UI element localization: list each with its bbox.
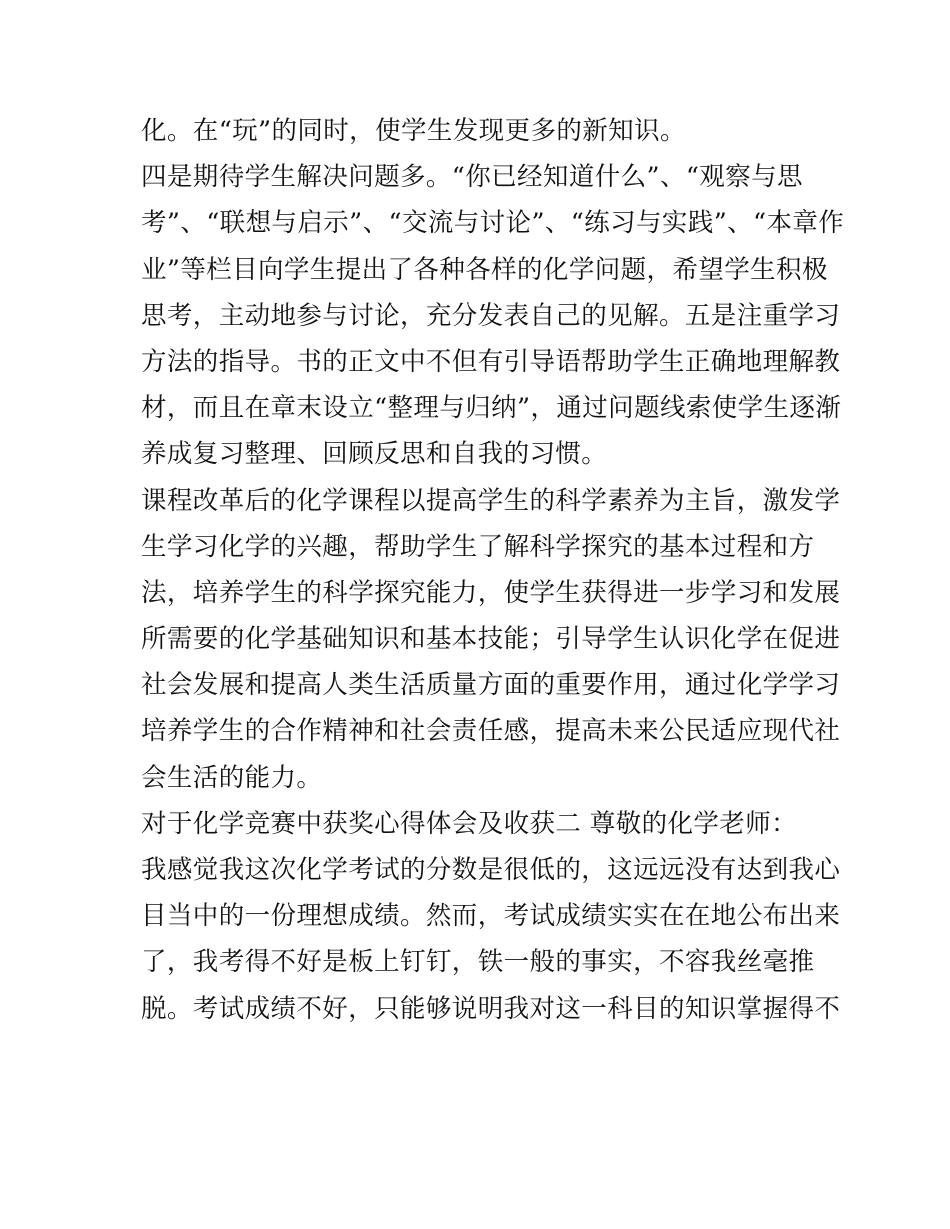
text-line: 社会发展和提高人类生活质量方面的重要作用，通过化学学习 xyxy=(141,670,841,701)
text-line: 法，培养学生的科学探究能力，使学生获得进一步学习和发展 xyxy=(141,577,841,608)
document-body xyxy=(141,108,845,1032)
text-line: 化。在“玩”的同时，使学生发现更多的新知识。 xyxy=(141,116,686,146)
text-line: 业”等栏目向学生提出了各种各样的化学问题，希望学生积极 xyxy=(141,254,828,285)
text-line: 会生活的能力。 xyxy=(141,762,323,793)
text-line: 材，而且在章末设立“整理与归纳”，通过问题线索使学生逐渐 xyxy=(141,393,842,424)
text-line: 脱。考试成绩不好，只能够说明我对这一科目的知识掌握得不 xyxy=(141,993,841,1024)
text-line: 方法的指导。书的正文中不但有引导语帮助学生正确地理解教 xyxy=(141,346,841,377)
text-line: 课程改革后的化学课程以提高学生的科学素养为主旨，激发学 xyxy=(141,485,841,516)
text-line: 所需要的化学基础知识和基本技能；引导学生认识化学在促进 xyxy=(141,624,841,655)
text-line: 思考，主动地参与讨论，充分发表自己的见解。五是注重学习 xyxy=(141,300,841,331)
text-line: 我感觉我这次化学考试的分数是很低的，这远远没有达到我心 xyxy=(141,855,841,885)
text-line: 四是期待学生解决问题多。“你已经知道什么”、“观察与思 xyxy=(141,162,803,193)
text-line: 对于化学竞赛中获奖心得体会及收获二 尊敬的化学老师： xyxy=(141,808,798,839)
text-line: 目当中的一份理想成绩。然而，考试成绩实实在在地公布出来 xyxy=(141,901,841,932)
text-line: 考”、“联想与启示”、“交流与讨论”、“练习与实践”、“本章作 xyxy=(141,208,845,239)
text-line: 培养学生的合作精神和社会责任感，提高未来公民适应现代社 xyxy=(141,716,841,747)
text-line: 养成复习整理、回顾反思和自我的习惯。 xyxy=(141,439,608,470)
text-line: 了，我考得不好是板上钉钉，铁一般的事实，不容我丝毫推 xyxy=(141,947,815,978)
text-line: 生学习化学的兴趣，帮助学生了解科学探究的基本过程和方 xyxy=(141,531,815,562)
